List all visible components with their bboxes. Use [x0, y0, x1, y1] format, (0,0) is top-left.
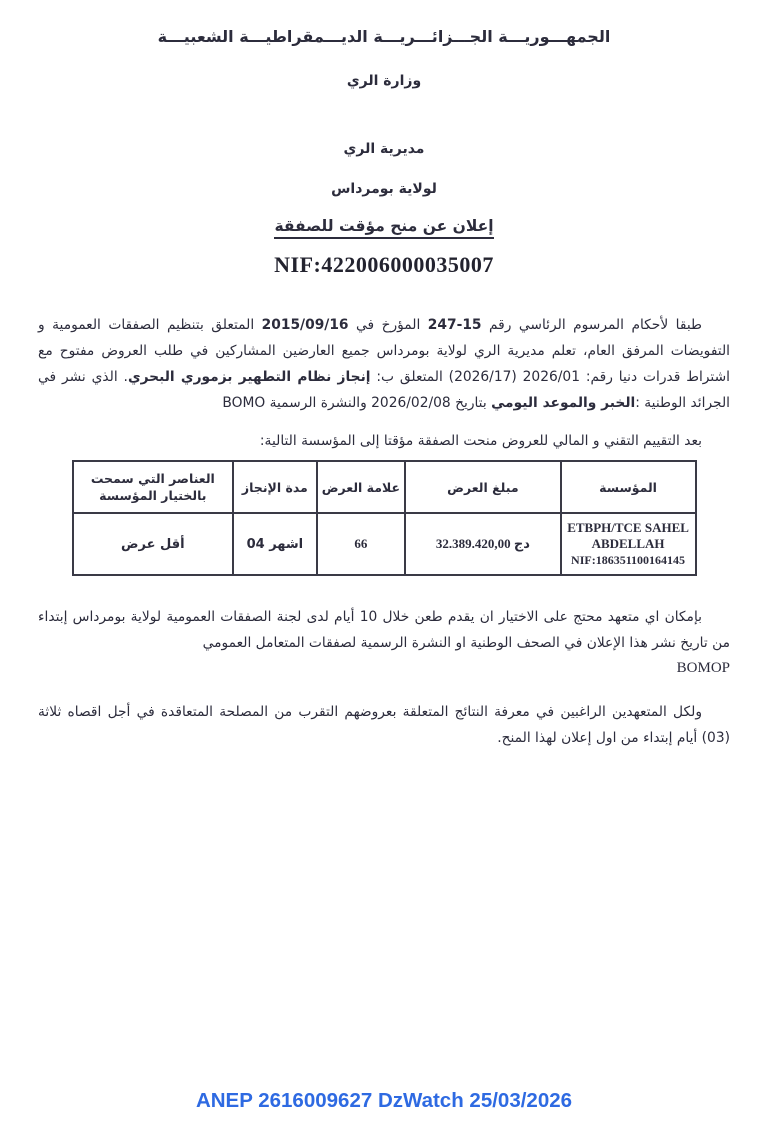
score-cell: 66 [317, 513, 406, 575]
decree-intro-text: طبقا لأحكام المرسوم الرئاسي رقم [481, 317, 702, 333]
results-paragraph: ولكل المتعهدين الراغبين في معرفة النتائج المتعلقة بعروضهم التقرب من المصلحة المتعاقدة في أجل اقصاه ثلاثة (03) أيام إبتداء من اول إعلان لهذا المنح. [38, 704, 730, 746]
project-subject: إنجاز نظام التطهير بزموري البحري [127, 369, 371, 385]
decree-dated-text: المؤرخ في [348, 317, 428, 333]
tender-details-text: المتعلق بتنظيم الصفقات العمومية و التفويضات المرفق العام، تعلم مديرية الري لولاية بومرداس جميع العارضين المشاركين في طلب العروض مفتوح مع اشتراط قدرات دنيا رقم: 2026/01 (2026/17) المتعلق ب: [38, 317, 730, 385]
published-in-text: . الذي نشر في الجرائد الوطنية : [38, 369, 730, 411]
evaluation-line: بعد التقييم التقني و المالي للعروض منحت الصفقة مؤقتا إلى المؤسسة التالية: [259, 433, 702, 449]
publication-date-text: بتاريخ 2026/02/08 والنشرة الرسمية BOMO [222, 395, 492, 411]
table-header-row [73, 461, 696, 513]
company-name: ETBPH/TCE SAHEL ABDELLAH [567, 520, 689, 551]
decree-paragraph [38, 312, 730, 416]
nif-heading: NIF:422006000035007 [274, 252, 494, 277]
table-row [73, 513, 696, 575]
company-nif: NIF:186351100164145 [571, 553, 686, 567]
anep-footer: ANEP 2616009627 DzWatch 25/03/2026 [195, 1089, 573, 1112]
announcement-title-text: إعلان عن منح مؤقت للصفقة [274, 217, 493, 239]
amount-cell: 32.389.420,00 دج [405, 513, 560, 575]
appeal-paragraph: بإمكان اي متعهد محتج على الاختيار ان يقدم طعن خلال 10 أيام لدى لجنة الصفقات العمومية لولاية بومرداس إبتداء من تاريخ نشر هذا الإعلان في الصحف الوطنية او النشرة الرسمية لصفقات المتعامل العمومي [38, 609, 730, 651]
decree-number: 15-247 [427, 317, 482, 333]
newspapers-names: الخبر والموعد اليومي [491, 395, 636, 411]
ministry-heading: وزارة الري [346, 73, 422, 89]
republic-heading: الجمهـــوريـــة الجـــزائـــريـــة الديـــمقراطيـــة الشعبيـــة [157, 27, 611, 46]
col-header-criteria: العناصر التي سمحت بالختيار المؤسسة [73, 461, 234, 513]
col-header-duration: مدة الإنجاز [233, 461, 316, 513]
bomop-line: BOMOP [676, 660, 730, 676]
wilaya-heading: لولاية بومرداس [331, 181, 437, 197]
col-header-score: علامة العرض [317, 461, 406, 513]
duration-cell: 04 اشهر [233, 513, 316, 575]
criteria-cell: أقل عرض [73, 513, 234, 575]
announcement-title [0, 217, 768, 235]
col-header-company: المؤسسة [561, 461, 696, 513]
award-table [72, 460, 697, 576]
decree-date: 2015/09/16 [261, 317, 349, 333]
col-header-amount: مبلغ العرض [405, 461, 560, 513]
company-cell [561, 513, 696, 575]
directorate-heading: مديرية الري [343, 141, 425, 157]
